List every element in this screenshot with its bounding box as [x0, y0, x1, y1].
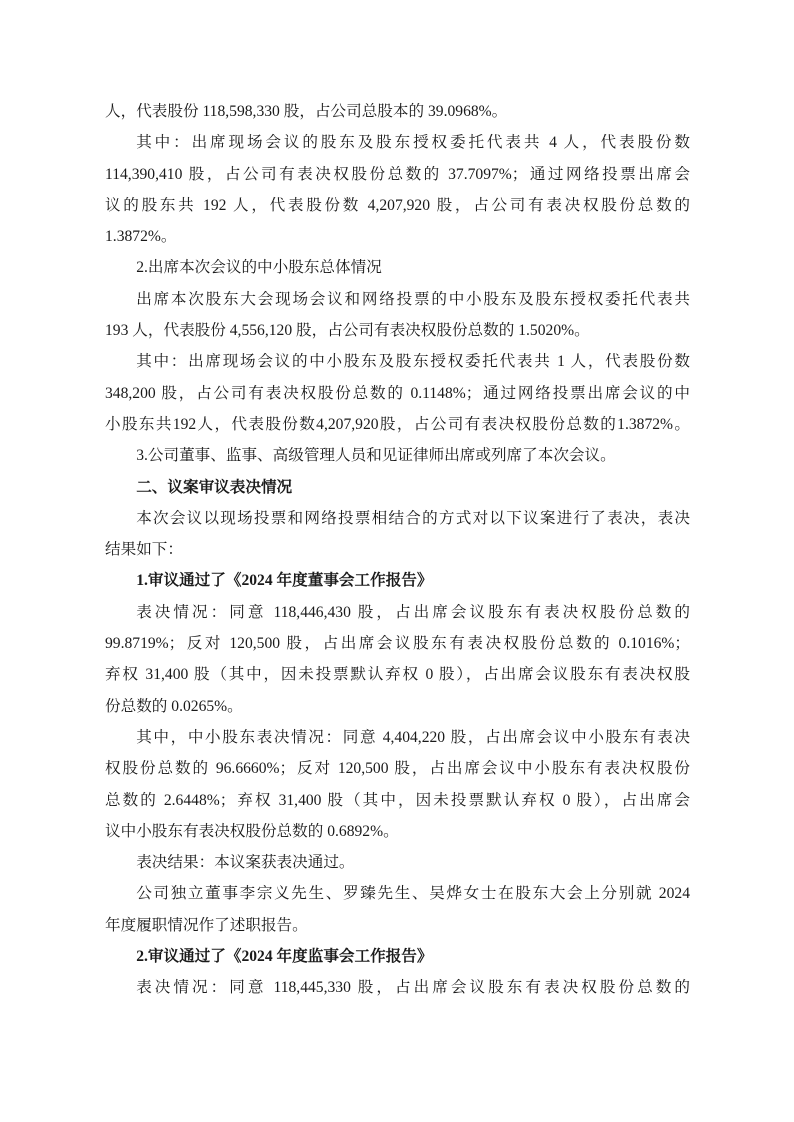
text-line: 2.出席本次会议的中小股东总体情况: [136, 259, 382, 277]
text-line: 份总数的 0.0265%。: [105, 697, 243, 715]
text-line: 本次会议以现场投票和网络投票相结合的方式对以下议案进行了表决，表决: [136, 509, 690, 527]
text-line: 表决结果：本议案获表决通过。: [136, 854, 355, 872]
text-line: 其中：出席现场会议的中小股东及股东授权委托代表共 1 人，代表股份数: [136, 353, 690, 371]
text-line: 99.8719%；反对 120,500 股，占出席会议股东有表决权股份总数的 0.1016%；: [105, 635, 690, 653]
section-heading: 二、议案审议表决情况: [136, 478, 293, 496]
text-line: 其中：出席现场会议的股东及股东授权委托代表共 4 人，代表股份数: [136, 134, 690, 152]
text-line: 弃权 31,400 股（其中，因未投票默认弃权 0 股），占出席会议股东有表决权股: [105, 666, 690, 684]
text-line: 其中，中小股东表决情况：同意 4,404,220 股，占出席会议中小股东有表决: [136, 728, 690, 746]
text-line: 表决情况：同意 118,446,430 股，占出席会议股东有表决权股份总数的: [136, 603, 690, 621]
text-line: 小股东共192人，代表股份数4,207,920股，占公司有表决权股份总数的1.3872%。: [105, 415, 690, 433]
text-line: 权股份总数的 96.6660%；反对 120,500 股，占出席会议中小股东有表决权股份: [105, 760, 690, 778]
text-line: 议的股东共 192 人，代表股份数 4,207,920 股，占公司有表决权股份总数的: [105, 196, 690, 214]
text-line: 348,200 股，占公司有表决权股份总数的 0.1148%；通过网络投票出席会议的中: [105, 384, 690, 402]
text-line: 表决情况：同意 118,445,330 股，占出席会议股东有表决权股份总数的: [136, 979, 690, 997]
text-line: 公司独立董事李宗义先生、罗臻先生、吴烨女士在股东大会上分别就 2024: [136, 885, 690, 903]
text-line: 人，代表股份 118,598,330 股，占公司总股本的 39.0968%。: [105, 103, 508, 120]
text-line: 总数的 2.6448%；弃权 31,400 股（其中，因未投票默认弃权 0 股），占出席会: [105, 791, 690, 809]
text-line: 1.3872%。: [105, 228, 177, 246]
text-line: 114,390,410 股，占公司有表决权股份总数的 37.7097%；通过网络投票出席会: [105, 165, 690, 183]
section-heading: 2.审议通过了《2024 年度监事会工作报告》: [136, 948, 433, 966]
text-line: 193 人，代表股份 4,556,120 股，占公司有表决权股份总数的 1.5020%。: [105, 322, 590, 340]
text-line: 年度履职情况作了述职报告。: [105, 916, 308, 934]
text-line: 出席本次股东大会现场会议和网络投票的中小股东及股东授权委托代表共: [136, 290, 690, 308]
text-line: 结果如下：: [105, 541, 183, 559]
text-line: 3.公司董事、监事、高级管理人员和见证律师出席或列席了本次会议。: [136, 447, 616, 465]
text-line: 议中小股东有表决权股份总数的 0.6892%。: [105, 822, 399, 840]
section-heading: 1.审议通过了《2024 年度董事会工作报告》: [136, 572, 433, 590]
